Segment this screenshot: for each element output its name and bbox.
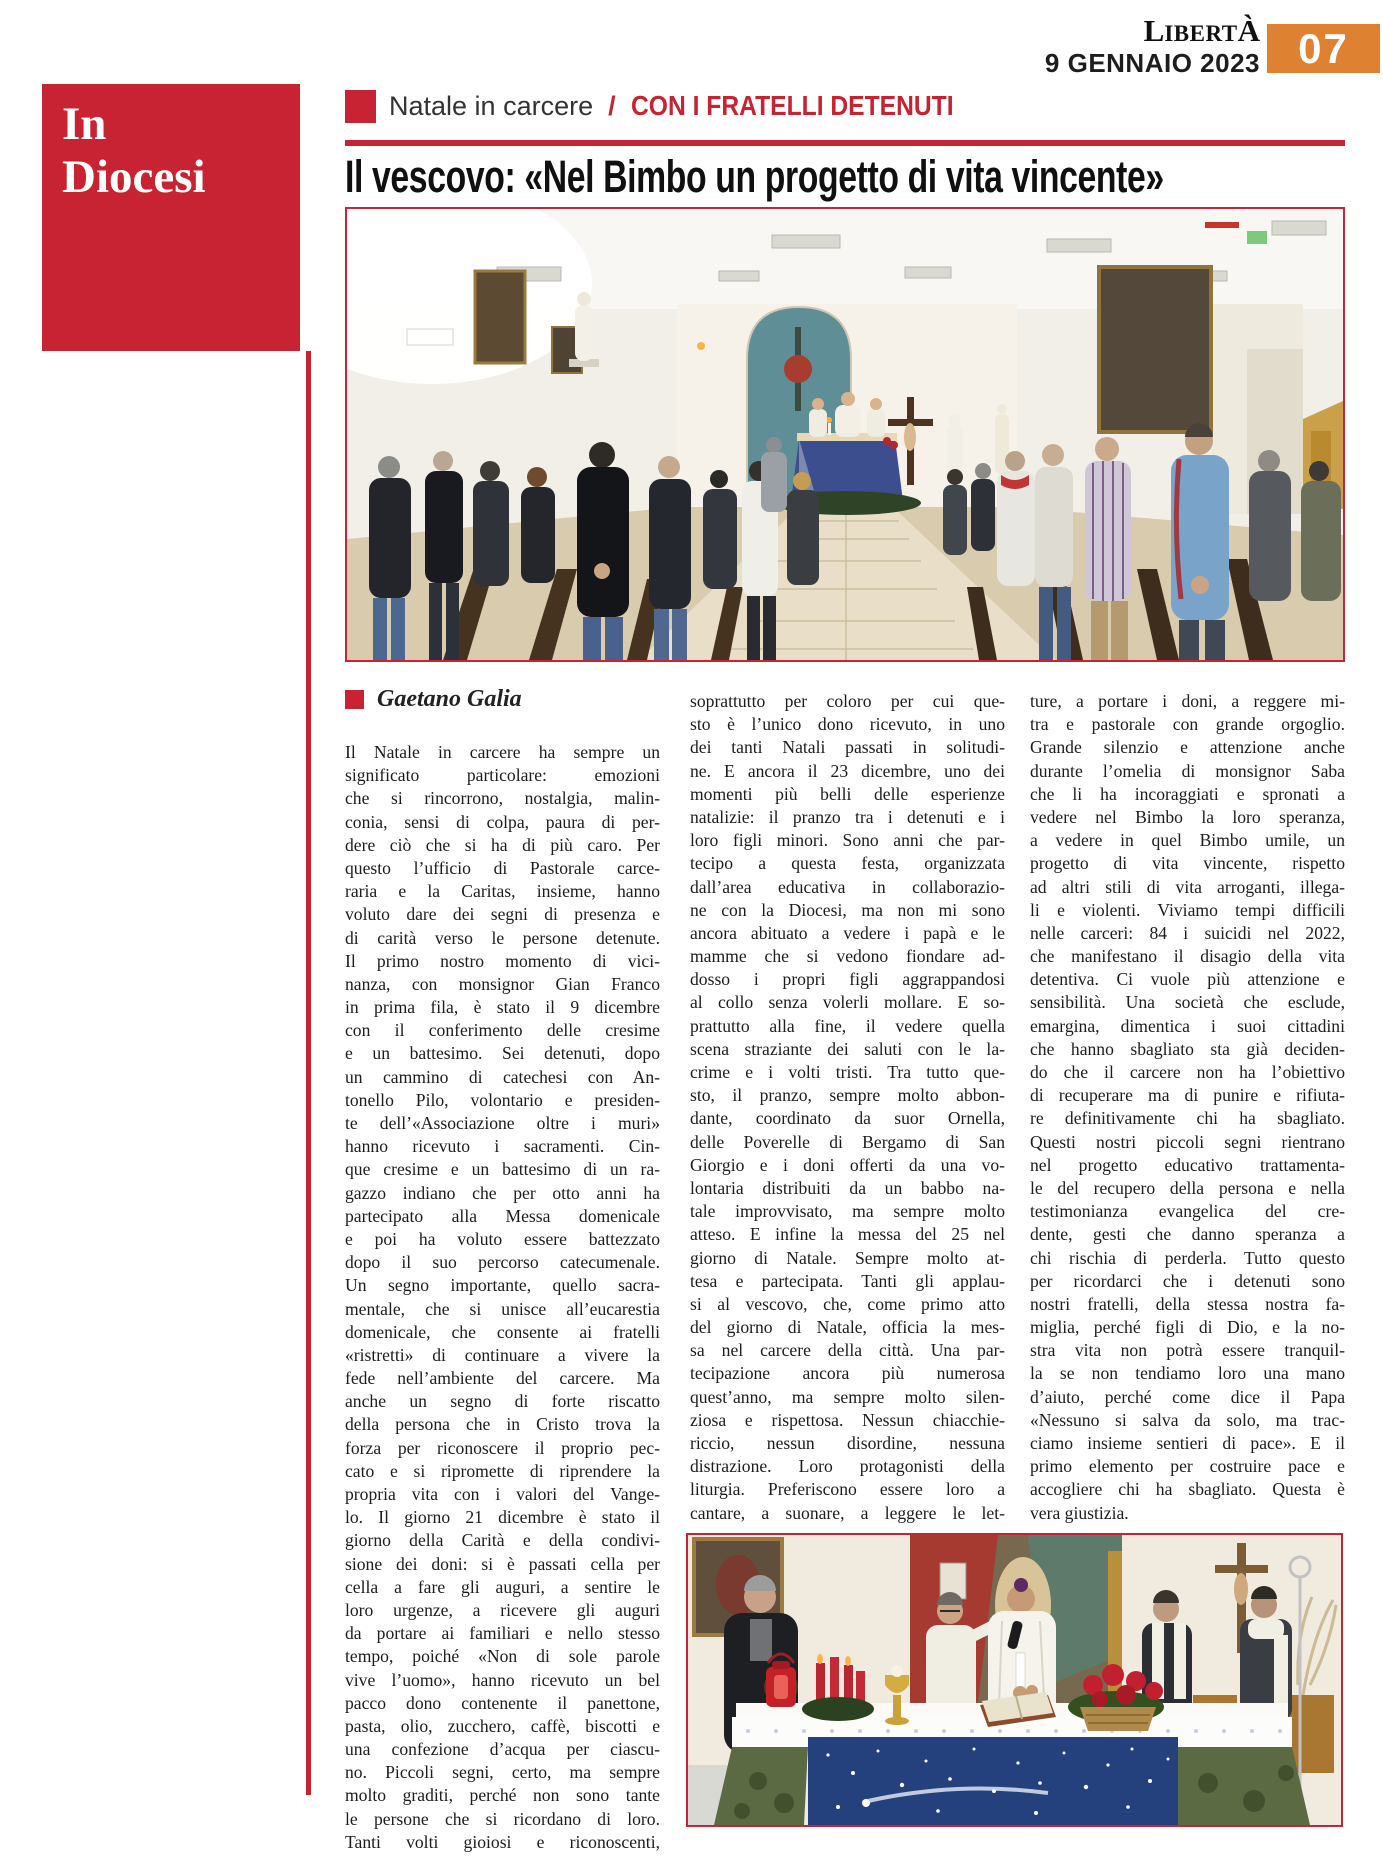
ac-unit (407, 329, 453, 345)
body-text-line: si al vescovo, che, come primo atto (690, 1293, 1005, 1314)
body-text-line: riccio, nessun disordine, nessuna (690, 1433, 1005, 1453)
body-text-line: tale improvvisato, ma sempre molto (690, 1201, 1005, 1222)
body-text-line: ancora abituato a vedere i papà e le (690, 922, 1005, 943)
body-text-line: nostri fratelli, della stessa nostra fa- (1030, 1293, 1345, 1314)
wall-painting-right (1099, 267, 1211, 432)
body-text-line: raria e la Caritas, insieme, hanno (345, 881, 660, 902)
body-text-line: dei tanti Natali passati in solitudi- (690, 737, 1005, 758)
article-headline-text: Il vescovo: «Nel Bimbo un progetto di vita vincente» (345, 151, 1164, 202)
body-text-line: sensibilità. Una società che esclude, (1030, 992, 1345, 1013)
body-text-line: giorno della Carità e della condivi- (345, 1530, 660, 1551)
alarm-light (1205, 222, 1239, 228)
body-text-line: dosso i propri figli aggrappandosi (690, 969, 1005, 990)
issue-date: 9 GENNAIO 2023 (1044, 48, 1260, 78)
body-text-line: emargina, dimentica i suoi cittadini (1030, 1015, 1345, 1036)
body-text-line: ne con la Diocesi, ma non mi sono (690, 899, 1005, 920)
brand-final: À (1237, 13, 1260, 48)
body-text-line: lo. Il giorno 21 dicembre è stato il (345, 1507, 660, 1528)
body-text-line: tecipo a questa festa, organizzata (690, 853, 1005, 874)
exit-sign (1247, 231, 1267, 244)
body-text-line: le persone che si ricordano di loro. (345, 1808, 660, 1829)
body-text-line: Grande silenzio e attenzione anche (1030, 737, 1345, 758)
body-text-line: domenicale, che consente ai fratelli (345, 1321, 660, 1342)
body-text-line: ciamo insieme sentieri di pace». E il (1030, 1433, 1345, 1453)
body-text-line: che si rincorrono, nostalgia, malin- (345, 788, 660, 809)
body-text-line: Un segno importante, quello sacra- (345, 1275, 660, 1296)
section-title-line1: In (62, 98, 107, 150)
body-text-line: una confezione d’acqua per ciascu- (345, 1739, 660, 1760)
body-text-line: giorno di Natale. Sempre molto at- (690, 1247, 1005, 1268)
body-text-line: soprattutto per coloro per cui que- (690, 691, 1005, 711)
headline-rule (345, 140, 1345, 146)
body-text-line: que cresime e un battesimo di un ra- (345, 1159, 660, 1180)
kicker (345, 87, 997, 125)
body-text-line: miglia, perché figli di Dio, e la no- (1030, 1317, 1345, 1338)
body-text-line: che li ha incoraggiati e spronati a (1030, 783, 1345, 804)
brand-initial: L (1143, 13, 1165, 48)
body-text-line: detentiva. Ci vuole più attenzione e (1030, 969, 1345, 990)
body-column-3 (1030, 690, 1345, 1525)
body-text-line: che hanno sbagliato sta già deciden- (1030, 1038, 1345, 1059)
body-text-line: li e violenti. Viviamo tempi difficili (1030, 899, 1345, 920)
body-text-line: forza per riconoscere il proprio pec- (345, 1437, 660, 1458)
body-text-line: Tanti volti gioiosi e riconoscenti, (345, 1831, 660, 1852)
body-text-line: te dell’«Associazione oltre i muri» (345, 1113, 660, 1133)
body-text-line: nanza, con monsignor Gian Franco (345, 973, 660, 994)
body-text-line: vedere nel Bimbo la loro speranza, (1030, 806, 1345, 827)
body-text-line: cantare, a suonare, a leggere le let- (690, 1502, 1005, 1523)
body-text-line: d’aiuto, perché come dice il Papa (1030, 1386, 1345, 1407)
body-text-line: voluto dare dei segni di presenza e (345, 904, 660, 925)
body-text-line: no. Piccoli segni, certo, ma sempre (345, 1762, 660, 1783)
altar-photo (686, 1533, 1343, 1827)
body-text-line: cella a fare gli auguri, a sentire le (345, 1576, 660, 1597)
body-text-line: questo l’ufficio di Pastorale carce- (345, 857, 660, 878)
body-text-line: progetto di vita vincente, rispetto (1030, 853, 1345, 874)
body-text-line: Il Natale in carcere ha sempre un (345, 742, 660, 762)
body-text-line: primo elemento per costruire pace e (1030, 1456, 1345, 1477)
body-text-line: Giorgio e i doni offerti da una vo- (690, 1154, 1005, 1175)
lantern (764, 1654, 798, 1707)
body-column-1 (345, 741, 660, 1854)
body-column-2 (690, 690, 1005, 1525)
body-text-line: nel progetto educativo trattamenta- (1030, 1154, 1345, 1175)
body-text-line: ture, a portare i doni, a reggere mi- (1030, 691, 1345, 711)
body-text-line: tecipazione ancora più numerosa (690, 1363, 1005, 1384)
body-text-line: crime e i volti tristi. Tra tutto que- (690, 1062, 1005, 1082)
body-text-line: tra e pastorale con grande orgoglio. (1030, 714, 1345, 735)
body-text-line: ne. E ancora il 23 dicembre, uno dei (690, 760, 1005, 781)
body-text-line: molto graditi, perché non sono tante (345, 1785, 660, 1806)
kicker-separator: / (608, 90, 616, 121)
section-divider-line (306, 351, 311, 1795)
body-text-line: propria vita con i valori del Vange- (345, 1484, 660, 1504)
chapel-photo-illustration (347, 209, 1343, 660)
kicker-marker (345, 90, 376, 123)
body-text-line: tesa e partecipata. Tanti gli applau- (690, 1270, 1005, 1291)
masthead (1044, 13, 1260, 78)
body-text-line: quest’anno, ma sempre molto silen- (690, 1386, 1005, 1407)
body-text-line: «ristretti» di continuare a vivere la (345, 1344, 660, 1365)
body-text-line: pacco dono contenente il panettone, (345, 1692, 660, 1713)
section-title-line2: Diocesi (62, 151, 206, 203)
body-text-line: tempo, poiché «Non di sole parole (345, 1646, 660, 1667)
body-text-line: accogliere chi ha sbagliato. Questa è (1030, 1479, 1345, 1500)
newspaper-brand (1045, 13, 1260, 49)
body-text-line: hanno ricevuto i sacramenti. Cin- (345, 1136, 660, 1157)
body-text-line: loro urgenze, a ricevere gli auguri (345, 1599, 660, 1620)
wall-painting-left (475, 271, 525, 363)
body-text-line: la se non tendiamo loro una mano (1030, 1363, 1345, 1384)
body-text-line: per ricordarci che i detenuti sono (1030, 1270, 1345, 1291)
body-text-line: momenti più belli delle esperienze (690, 783, 1005, 804)
body-text-line: che manifestano il disagio della vita (1030, 946, 1345, 967)
body-text-line: sto è l’unico dono ricevuto, in uno (690, 714, 1005, 735)
body-text-line: a vedere in quel Bimbo umile, un (1030, 830, 1345, 851)
body-text-line: mentale, che si unisce all’eucarestia (345, 1298, 660, 1319)
body-text-line: testimonianza evangelica del cre- (1030, 1201, 1345, 1222)
body-text-line: anche un segno di forte riscatto (345, 1391, 660, 1412)
body-text-line: un cammino di catechesi con An- (345, 1066, 660, 1087)
body-text-line: Il primo nostro momento di vici- (345, 950, 660, 971)
body-text-line: di recuperare ma di punire e rifiuta- (1030, 1085, 1345, 1106)
body-text-line: lontaria distribuiti da un babbo na- (690, 1177, 1005, 1198)
body-text-line: dante, coordinato da suor Ornella, (690, 1108, 1005, 1129)
body-text-line: loro figli minori. Sono anni che par- (690, 830, 1005, 851)
body-text-line: chi rischia di perderla. Tutto questo (1030, 1247, 1345, 1268)
body-text-line: dopo il suo percorso catecumenale. (345, 1252, 660, 1273)
body-text-line: mamme che si vedono fiondare ad- (690, 946, 1005, 967)
body-text-line: ad altri stili di vita arroganti, illega- (1030, 876, 1345, 897)
body-text-line: prattutto alla fine, il vedere quella (690, 1015, 1005, 1036)
body-text-line: natalizie: il pranzo tra i detenuti e i (690, 806, 1005, 827)
chapel-photo (345, 207, 1345, 662)
altar-photo-illustration (688, 1535, 1341, 1825)
body-text-line: cato e si ripromette di riprendere la (345, 1460, 660, 1481)
body-text-line: Questi nostri piccoli segni rientrano (1030, 1131, 1345, 1152)
body-text-line: partecipato alla Messa domenicale (345, 1205, 660, 1226)
body-text-line: con il conferimento delle cresime (345, 1020, 660, 1041)
body-text-line: «Nessuno si salva da solo, ma trac- (1030, 1409, 1345, 1430)
body-text-line: do che il carcere non ha l’obiettivo (1030, 1062, 1345, 1082)
body-text-line: gazzo indiano che per otto anni ha (345, 1182, 660, 1203)
brand-middle: IBERT (1164, 21, 1238, 46)
body-text-line: sto, il pranzo, sempre molto abbon- (690, 1085, 1005, 1106)
body-text-line: le del recupero della persona e nella (1030, 1177, 1345, 1198)
body-text-line: tonello Pilo, volontario e presiden- (345, 1089, 660, 1110)
body-text-line: dall’area educativa in collaborazio- (690, 876, 1005, 897)
article-headline (345, 151, 1345, 205)
body-text-line: conia, sensi di colpa, paura di per- (345, 811, 660, 832)
body-text-line: pasta, olio, zucchero, caffè, biscotti e (345, 1715, 660, 1736)
author-name: Gaetano Galia (377, 686, 522, 712)
body-text-line: sione dei doni: si è passati cella per (345, 1553, 660, 1574)
byline-marker (345, 690, 364, 709)
page-number-badge: 07 (1267, 24, 1380, 73)
body-text-line: dere ciò che si ha di più caro. Per (345, 834, 660, 855)
byline (345, 686, 660, 713)
celebrants (809, 392, 885, 437)
body-text-line: del giorno di Natale, officia la mes- (690, 1317, 1005, 1338)
body-text-line: durante l’omelia di monsignor Saba (1030, 760, 1345, 781)
body-text-line: stra vita non potrà essere tranquil- (1030, 1340, 1345, 1361)
body-text-line: della persona che in Cristo trova la (345, 1414, 660, 1435)
body-text-line: scena straziante dei saluti con le la- (690, 1038, 1005, 1059)
body-text-line: liturgia. Preferiscono essere loro a (690, 1479, 1005, 1500)
kicker-plain-text: Natale in carcere (389, 90, 594, 121)
body-text-line: fede nell’ambiente del carcere. Ma (345, 1368, 660, 1389)
body-text-line: e poi ha voluto essere battezzato (345, 1228, 660, 1249)
body-text-line: vera giustizia. (1030, 1502, 1129, 1523)
section-box (42, 84, 300, 351)
body-text-line: ziosa e rispettosa. Nessun chiacchie- (690, 1409, 1005, 1430)
body-text-line: in prima fila, è stato il 9 dicembre (345, 997, 660, 1018)
body-text-line: da portare ai familiari e nello stesso (345, 1623, 660, 1644)
body-text-line: delle Poverelle di Bergamo di San (690, 1131, 1005, 1152)
body-text-line: significato particolare: emozioni (345, 765, 660, 786)
body-text-line: vive l’uomo», hanno ricevuto un bel (345, 1669, 660, 1690)
body-text-line: sa nel carcere della città. Una par- (690, 1340, 1005, 1361)
starry-cloth (808, 1737, 1178, 1825)
body-text-line: di carità verso le persone detenute. (345, 927, 660, 948)
body-text-line: dente, gesti che danno speranza a (1030, 1224, 1345, 1245)
body-text-line: distrazione. Loro protagonisti della (690, 1456, 1005, 1477)
kicker-highlight-text: CON I FRATELLI DETENUTI (630, 90, 954, 121)
body-text-line: e un battesimo. Sei detenuti, dopo (345, 1043, 660, 1064)
body-text-line: re definitivamente chi ha sbagliato. (1030, 1108, 1345, 1129)
body-text-line: al collo senza volerli mollare. E so- (690, 992, 1005, 1013)
body-text-line: atteso. E infine la messa del 25 nel (690, 1224, 1005, 1245)
body-text-line: nelle carceri: 84 i suicidi nel 2022, (1030, 922, 1345, 943)
